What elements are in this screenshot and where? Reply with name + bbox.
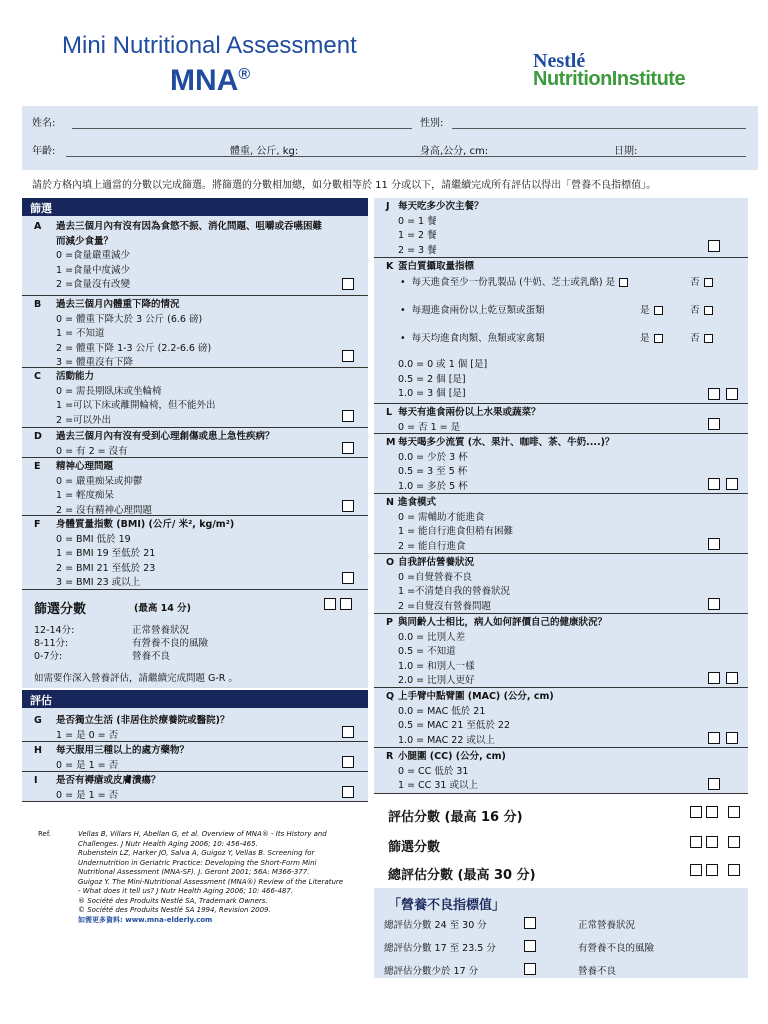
score-box-h[interactable] [342,756,354,768]
score-box-m-2[interactable] [726,478,738,490]
score-box-q-1[interactable] [708,732,720,744]
score-box-l[interactable] [708,418,720,430]
sex-label: 性別: [420,118,444,129]
question-e: E 精神心理問題 0 = 嚴重痴呆或抑鬱 1 = 輕度痴呆 2 = 沒有精神心理問題 [22,458,368,516]
question-a: A 過去三個月內有沒有因為食慾不振、消化問題、咀嚼或吞嚥困難 而減少食量？ 0 =食量嚴重減少 1 =食量中度減少 2 =食量沒有改變 [22,218,368,296]
question-l: L 每天有進食兩份以上水果或蔬菜？ 0 = 否 1 = 是 [374,404,748,434]
indicator-box-risk[interactable] [524,940,536,952]
assessment-score-box-3[interactable] [728,806,740,818]
score-box-p-1[interactable] [708,672,720,684]
form-title: Mini Nutritional Assessment [62,32,357,59]
references: Vellas B, Villars H, Abellan G, et al. Overview of MNA® - Its History and Challenges. J Nutr Health Aging 2006; 10: 456-465. Rubenstein LZ, Harker JO, Salva A, Guigoz Y, Vellas B. Screening for Undernutrition in Geriatric Practice: Developing the Short-Form Mini Nutritional Assessment (MNA-SF). J. Geront 2001; 56A: M366-377. Guigoz Y. The Mini-Nutritional Assessment (MNA®) Review of the Literature - What does it tell us? J Nutr Health Aging 2006; 10: 466-487. ® Société des Produits Nestlé SA, Trademark Owners. © Société des Produits Nestlé SA 1994, Revision 2009. 如需更多資料: www.mna-elderly.com [78,830,368,925]
score-box-m-1[interactable] [708,478,720,490]
screening-score-box-2[interactable] [340,598,352,610]
protein-item-beans: • 每週進食兩份以上乾豆類或蛋類 是 否 [400,304,740,319]
indicator-title: 「營養不良指標值」 [388,898,506,913]
screening-total-box-2[interactable] [706,836,718,848]
details-line[interactable] [66,156,746,157]
question-g: G 是否獨立生活 (非居住於療養院或醫院)？ 1 = 是 0 = 否 [22,712,368,742]
total-score-box-1[interactable] [690,864,702,876]
form-acronym: MNA® [170,64,251,97]
beans-no-checkbox[interactable] [704,306,713,315]
question-b: B 過去三個月內體重下降的情況 0 = 體重下降大於 3 公斤 (6.6 磅) 1 = 不知道 2 = 體重下降 1-3 公斤 (2.2-6.6 磅) 3 = 體重沒有下降 [22,296,368,368]
assessment-score-box-2[interactable] [706,806,718,818]
score-box-r[interactable] [708,778,720,790]
screening-score-max: (最高 14 分) [134,603,192,614]
indicator-ranges: 總評估分數 24 至 30 分 總評估分數 17 至 23.5 分 總評估分數少於 17 分 [384,920,496,977]
protein-scoring: 0.0 = 0 或 1 個 [是] 0.5 = 2 個 [是] 1.0 = 3 個 [是] [398,359,488,399]
patient-info-panel [22,106,758,170]
score-box-k-1[interactable] [708,388,720,400]
sex-field[interactable] [452,128,746,129]
score-box-a[interactable] [342,278,354,290]
total-score-box-2[interactable] [706,864,718,876]
score-box-b[interactable] [342,350,354,362]
question-q: Q 上手臂中點臂圍 (MAC) (公分, cm) 0.0 = MAC 低於 21 0.5 = MAC 21 至低於 22 1.0 = MAC 22 或以上 [374,688,748,748]
score-box-f[interactable] [342,572,354,584]
question-f: F 身體質量指數 (BMI) (公斤/ 米², kg/m²) 0 = BMI 低於 19 1 = BMI 19 至低於 21 2 = BMI 21 至低於 23 3 = BMI 23 或以上 [22,516,368,590]
score-box-n[interactable] [708,538,720,550]
question-j: J 每天吃多少次主餐？ 0 = 1 餐 1 = 2 餐 2 = 3 餐 [374,198,748,258]
score-box-d[interactable] [342,442,354,454]
date-label: 日期: [614,146,638,157]
continue-note: 如需要作深入營養評估，請繼續完成問題 G-R 。 [34,673,238,684]
score-box-e[interactable] [342,500,354,512]
weight-label: 體重, 公斤, kg: [230,146,299,157]
dairy-yes-checkbox[interactable] [619,278,628,287]
score-box-i[interactable] [342,786,354,798]
instructions: 請於方格內填上適當的分數以完成篩選。將篩選的分數相加總，如分數相等於 11 分或以下，請繼續完成所有評估以得出「營養不良指標值」。 [32,180,657,191]
assessment-score-label: 評估分數 (最高 16 分) [388,810,523,825]
question-r: R 小腿圍 (CC) (公分, cm) 0 = CC 低於 31 1 = CC 31 或以上 [374,748,748,794]
score-box-p-2[interactable] [726,672,738,684]
screening-total-box-3[interactable] [728,836,740,848]
references-label: Ref. [38,830,52,838]
assessment-header: 評估 [22,690,368,708]
beans-yes-checkbox[interactable] [654,306,663,315]
screening-total-box-1[interactable] [690,836,702,848]
screening-ranges: 12-14分: 8-11分: 0-7分: [34,625,75,662]
protein-item-dairy: • 每天進食至少一份乳製品 (牛奶、芝士或乳酪) 是 否 [400,276,740,291]
name-field[interactable] [72,128,412,129]
question-p: P 與同齡人士相比，病人如何評價自己的健康狀況？ 0.0 = 比別人差 0.5 = 不知道 1.0 = 和別人一樣 2.0 = 比別人更好 [374,614,748,688]
screening-score-area [22,590,368,688]
screening-score-box-1[interactable] [324,598,336,610]
screening-score-repeat-label: 篩選分數 [388,840,441,855]
score-box-o[interactable] [708,598,720,610]
indicator-labels: 正常營養狀況 有營養不良的風險 營養不良 [578,920,655,977]
height-label: 身高,公分, cm: [420,146,489,157]
question-i: I 是否有褥瘡或皮膚潰瘍？ 0 = 是 1 = 否 [22,772,368,802]
score-box-k-2[interactable] [726,388,738,400]
assessment-score-box-1[interactable] [690,806,702,818]
score-box-g[interactable] [342,726,354,738]
total-score-label: 總評估分數 (最高 30 分) [388,868,536,883]
indicator-box-malnourished[interactable] [524,963,536,975]
score-box-j[interactable] [708,240,720,252]
total-score-box-3[interactable] [728,864,740,876]
nutrition-institute-logo: NutritionInstitute [533,68,686,90]
malnutrition-indicator-panel [374,888,748,978]
score-box-q-2[interactable] [726,732,738,744]
question-m: M 每天喝多少流質 (水、果汁、咖啡、茶、牛奶....)？ 0.0 = 少於 3 杯 0.5 = 3 至 5 杯 1.0 = 多於 5 杯 [374,434,748,494]
website-link[interactable]: 如需更多資料: www.mna-elderly.com [78,915,213,924]
question-k: K 蛋白質攝取量指標 • 每天進食至少一份乳製品 (牛奶、芝士或乳酪) 是 否 • 每週進食兩份以上乾豆類或蛋類 是 否 • 每天均進食肉類、魚類或家禽類 是 否 0.0 = 0 或 1 個 [是] 0.5 = 2 個 [是] 1.0 = 3 個 [是] [374,258,748,404]
screening-range-labels: 正常營養狀況 有營養不良的風險 營養不良 [132,625,209,662]
name-label: 姓名: [32,118,56,129]
question-c: C 活動能力 0 = 需長期臥床或坐輪椅 1 =可以下床或離開輪椅，但不能外出 2 =可以外出 [22,368,368,428]
meat-yes-checkbox[interactable] [654,334,663,343]
screening-score-title: 篩選分數 [34,602,87,617]
nestle-logo: Nestlé [533,50,586,72]
dairy-no-checkbox[interactable] [704,278,713,287]
screening-header: 篩選 [22,198,368,216]
age-label: 年齡: [32,146,56,157]
question-n: N 進食模式 0 = 需輔助才能進食 1 = 能自行進食但稍有困難 2 = 能自行進食 [374,494,748,554]
score-box-c[interactable] [342,410,354,422]
question-h: H 每天服用三種以上的處方藥物？ 0 = 是 1 = 否 [22,742,368,772]
indicator-box-normal[interactable] [524,917,536,929]
question-o: O 自我評估營養狀況 0 =自覺營養不良 1 =不清楚自我的營養狀況 2 =自覺沒有營養問題 [374,554,748,614]
question-d: D 過去三個月內有沒有受到心理創傷或患上急性疾病？ 0 = 有 2 = 沒有 [22,428,368,458]
protein-item-meat: • 每天均進食肉類、魚類或家禽類 是 否 [400,332,740,347]
meat-no-checkbox[interactable] [704,334,713,343]
